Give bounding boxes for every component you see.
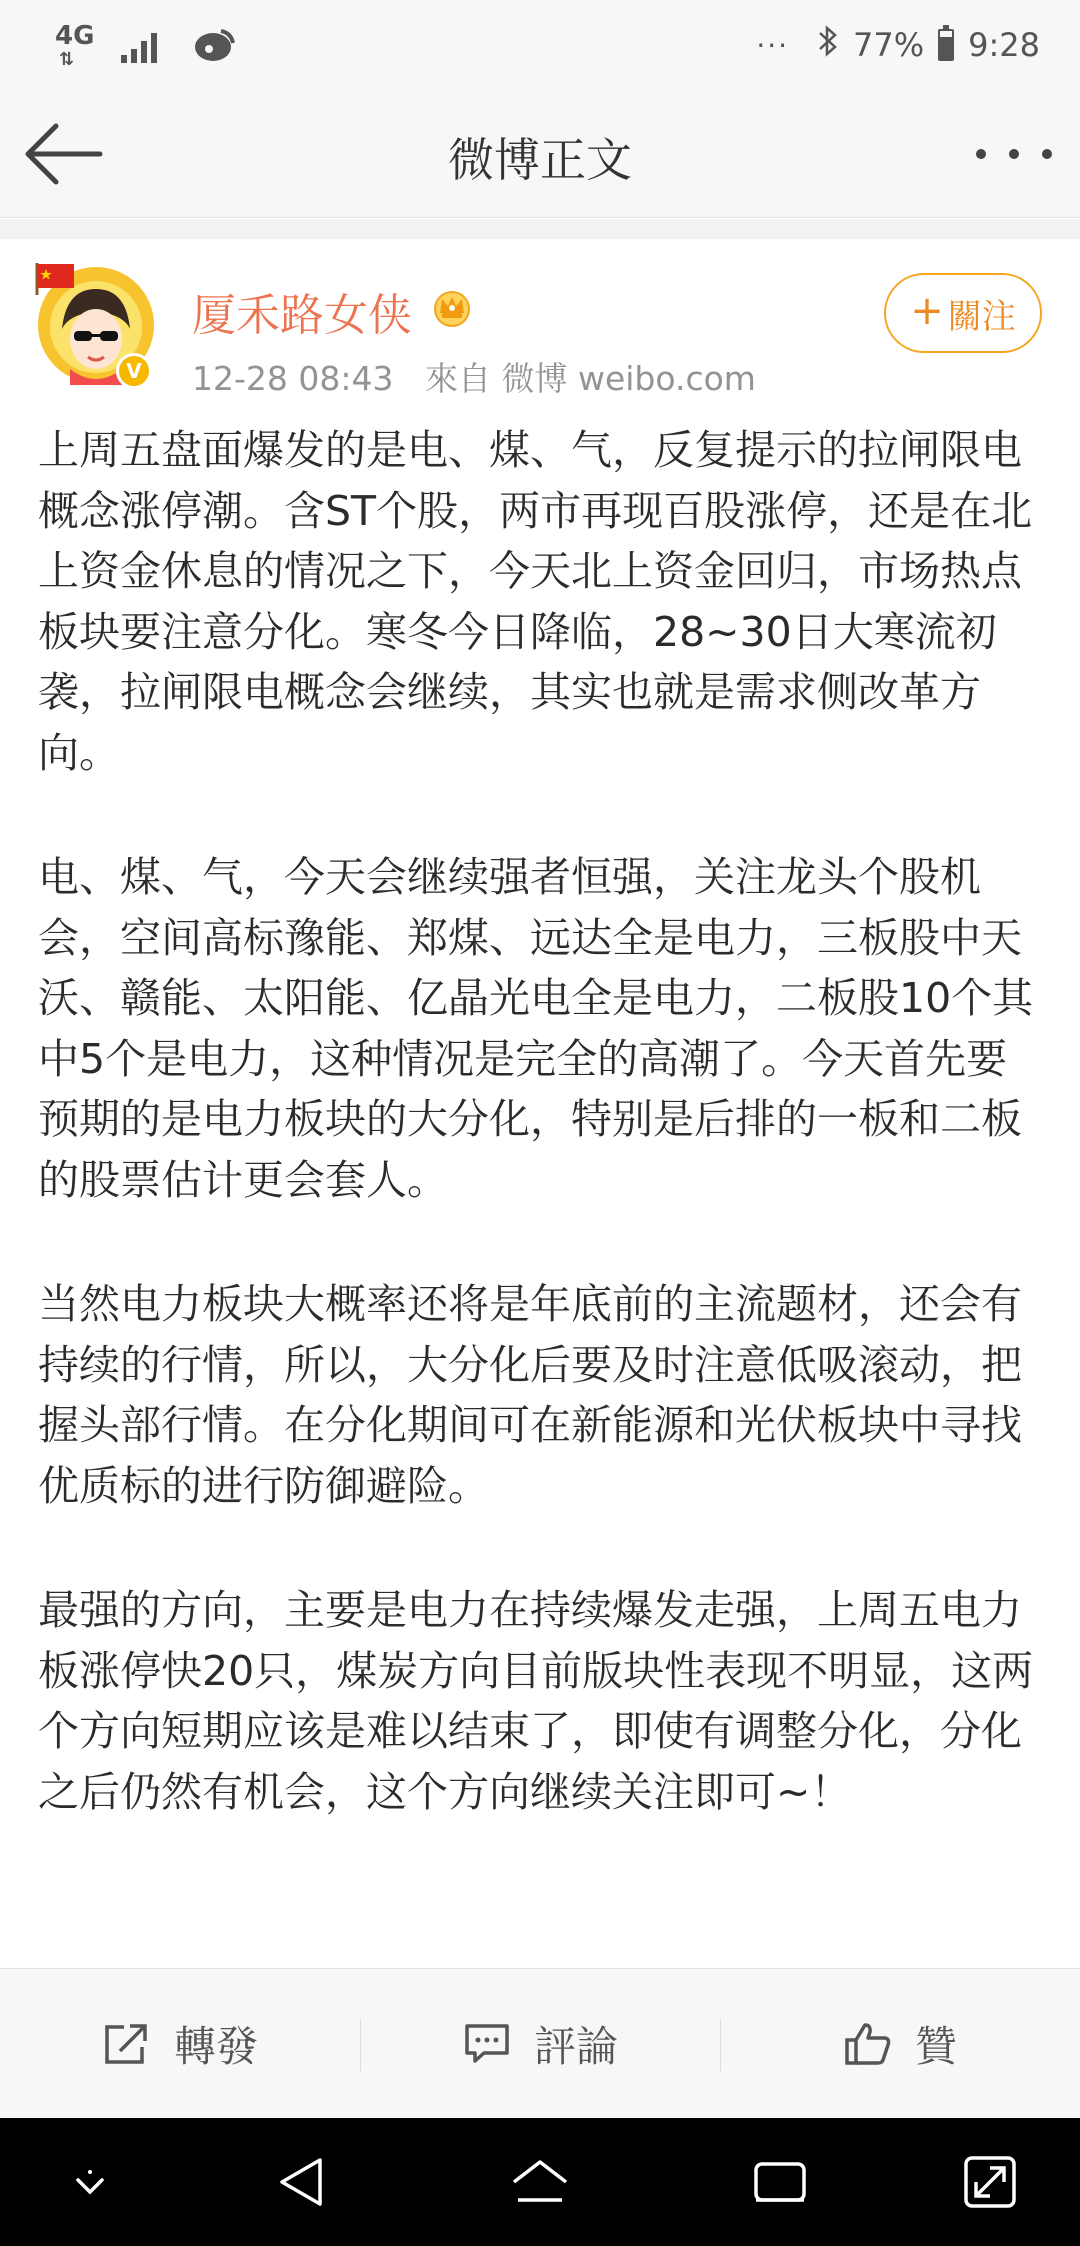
page-title: 微博正文 xyxy=(448,133,632,187)
nav-bar xyxy=(0,90,1080,218)
nav-back-icon[interactable] xyxy=(272,2152,332,2212)
weibo-notification-icon xyxy=(191,25,237,65)
nav-home-icon[interactable] xyxy=(510,2152,570,2212)
plus-icon: + xyxy=(910,288,944,334)
more-dot xyxy=(1009,149,1019,159)
post-body xyxy=(38,420,1048,1822)
nav-resize-icon[interactable] xyxy=(960,2152,1020,2212)
post-paragraph: 电、煤、气，今天会继续强者恒强，关注龙头个股机会，空间高标豫能、郑煤、远达全是电力，三板股中天沃、赣能、太阳能、亿晶光电全是电力，二板股10个其中5个是电力，这种情况是完全的高潮了。今天首先要预期的是电力板块的大分化，特别是后排的一板和二板的股票估计更会套人。 xyxy=(38,853,1034,1204)
network-indicator: 4G ⇅ xyxy=(55,21,95,70)
more-dots-icon xyxy=(976,149,986,159)
flag-icon xyxy=(34,261,78,295)
post-source: 來自 微博 weibo.com xyxy=(424,359,756,398)
more-notifications-indicator: ··· xyxy=(756,28,790,62)
post-meta xyxy=(192,353,756,400)
system-nav-bar xyxy=(0,2118,1080,2246)
repost-icon xyxy=(102,2021,152,2067)
follow-label: 關注 xyxy=(947,296,1016,337)
post-header xyxy=(0,239,1080,409)
comment-label: 評論 xyxy=(533,2021,618,2071)
author-name[interactable]: 厦禾路女侠 xyxy=(192,290,412,341)
more-dot xyxy=(1042,149,1052,159)
divider xyxy=(0,219,1080,239)
status-bar xyxy=(0,0,1080,90)
follow-button[interactable] xyxy=(884,273,1042,353)
battery-percent: 77% xyxy=(853,26,925,64)
bluetooth-icon xyxy=(817,24,839,66)
vip-crown-icon[interactable] xyxy=(430,287,474,327)
action-bar xyxy=(0,1968,1080,2118)
nav-down-icon[interactable] xyxy=(60,2152,120,2212)
like-label: 贊 xyxy=(914,2021,957,2071)
more-options-button[interactable] xyxy=(976,128,1052,180)
signal-icon xyxy=(121,27,163,63)
partially-hidden-content xyxy=(44,1948,644,1968)
repost-label: 轉發 xyxy=(173,2021,258,2071)
post-paragraph: 当然电力板块大概率还将是年底前的主流题材，还会有持续的行情，所以，大分化后要及时注意低吸滚动，把握头部行情。在分化期间可在新能源和光伏板块中寻找优质标的进行防御避险。 xyxy=(38,1280,1022,1510)
verified-icon: V xyxy=(116,353,152,389)
like-button[interactable] xyxy=(720,1969,1080,2118)
post-time: 12-28 08:43 xyxy=(192,359,394,398)
like-icon xyxy=(843,2021,893,2067)
nav-recent-icon[interactable] xyxy=(750,2152,810,2212)
comment-button[interactable] xyxy=(360,1969,720,2118)
post-paragraph: 上周五盘面爆发的是电、煤、气，反复提示的拉闸限电概念涨停潮。含ST个股，两市再现百股涨停，还是在北上资金休息的情况之下，今天北上资金回归，市场热点板块要注意分化。寒冬今日降临，28~30日大寒流初袭，拉闸限电概念会继续，其实也就是需求侧改革方向。 xyxy=(38,426,1033,777)
comment-icon xyxy=(462,2021,512,2067)
battery-icon xyxy=(938,29,954,61)
clock: 9:28 xyxy=(968,26,1040,64)
post-paragraph: 最强的方向，主要是电力在持续爆发走强，上周五电力板涨停快20只，煤炭方向目前版块性表现不明显，这两个方向短期应该是难以结束了，即使有调整分化，分化之后仍然有机会，这个方向继续关注即可~！ xyxy=(38,1586,1034,1816)
repost-button[interactable] xyxy=(0,1969,360,2118)
